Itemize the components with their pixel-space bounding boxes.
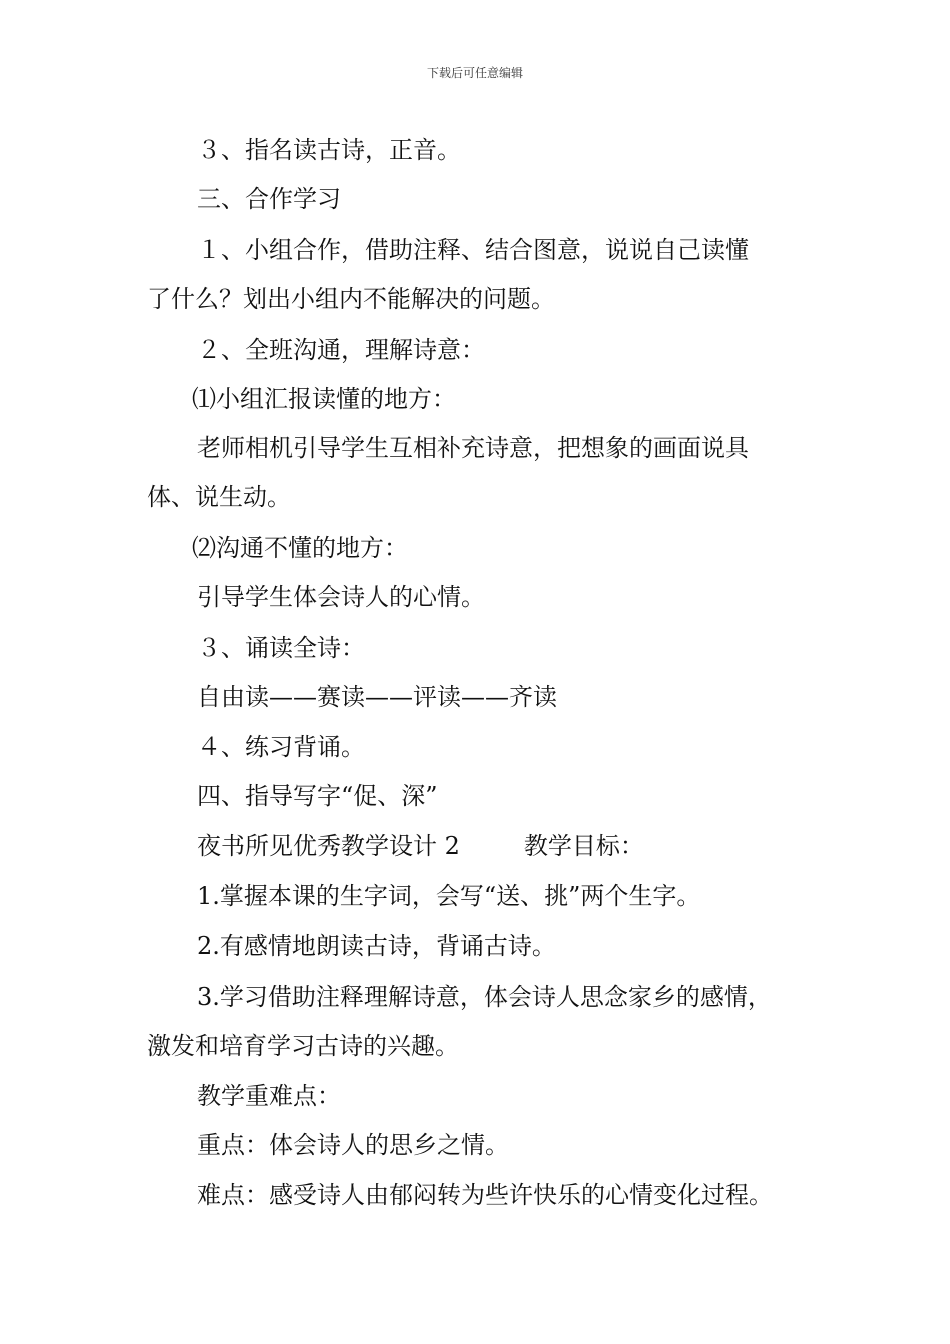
paragraph-line: ３、指名读古诗，正音。 [197,136,461,164]
paragraph-line: 激发和培育学习古诗的兴趣。 [147,1032,459,1060]
page-header: 下载后可任意编辑 [426,66,523,80]
paragraph-line: １、小组合作，借助注释、结合图意，说说自己读懂 [197,236,749,264]
paragraph-line: ⑴小组汇报读懂的地方： [192,385,456,413]
paragraph-line: 难点：感受诗人由郁闷转为些许快乐的心情变化过程。 [197,1181,773,1209]
design-title: 夜书所见优秀教学设计 2 [197,832,460,860]
design-title-line [197,831,644,861]
paragraph-line: ４、练习背诵。 [197,733,365,761]
section-heading: 四、指导写字“促、深” [197,782,438,810]
objectives-heading: 教学目标： [523,832,644,860]
section-heading: 教学重难点： [197,1082,341,1110]
paragraph-line: 1.掌握本课的生字词，会写“送、挑”两个生字。 [197,882,701,910]
paragraph-line: 3.学习借助注释理解诗意，体会诗人思念家乡的感情， [197,983,772,1011]
paragraph-line: ⑵沟通不懂的地方： [192,534,408,562]
paragraph-line: ３、诵读全诗： [197,634,365,662]
section-heading: 三、合作学习 [197,185,341,213]
paragraph-line: 自由读——赛读——评读——齐读 [197,683,557,711]
paragraph-line: 引导学生体会诗人的心情。 [197,583,485,611]
paragraph-line: 老师相机引导学生互相补充诗意，把想象的画面说具 [197,434,749,462]
paragraph-line: 重点：体会诗人的思乡之情。 [197,1131,509,1159]
paragraph-line: ２、全班沟通，理解诗意： [197,336,485,364]
paragraph-line: 了什么？划出小组内不能解决的问题。 [147,285,555,313]
paragraph-line: 体、说生动。 [147,483,291,511]
paragraph-line: 2.有感情地朗读古诗，背诵古诗。 [197,932,556,960]
